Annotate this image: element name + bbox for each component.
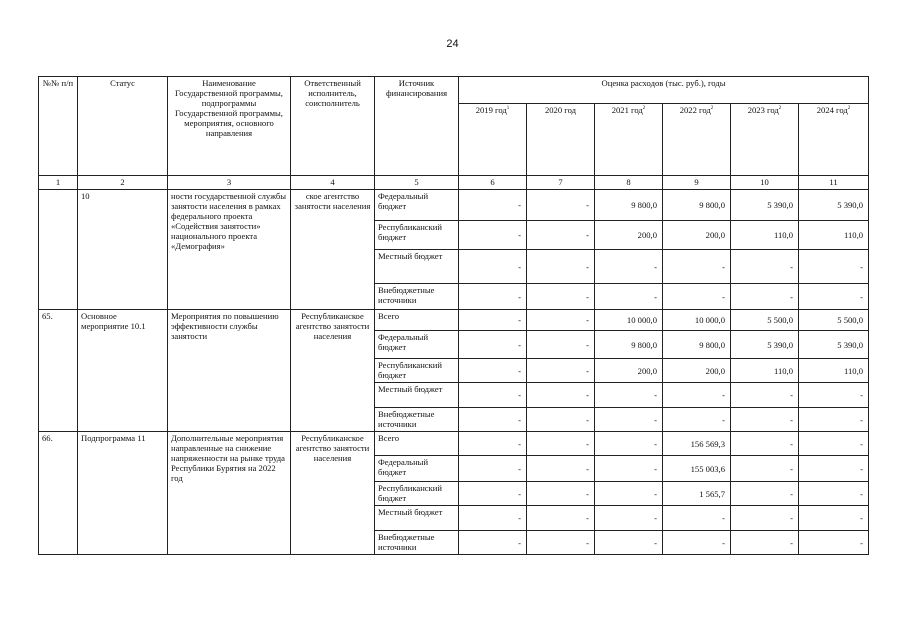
value-cell: - xyxy=(663,506,731,531)
row-number: 65. xyxy=(39,310,78,432)
value-cell: - xyxy=(799,482,869,506)
header-year-3: 2022 год$^2$ xyxy=(663,104,731,176)
value-cell: 110,0 xyxy=(731,221,799,250)
row-number: 66. xyxy=(39,432,78,555)
header-col-name: Наименование Государственной программы, подпрограммы Государственной программы, мероприятия, основного направления xyxy=(168,77,291,176)
value-cell: - xyxy=(799,250,869,284)
value-cell: - xyxy=(595,432,663,456)
value-cell: - xyxy=(731,432,799,456)
funding-source: Внебюджетные источники xyxy=(375,284,459,310)
value-cell: - xyxy=(459,284,527,310)
header-estimate: Оценка расходов (тыс. руб.), годы xyxy=(459,77,869,104)
value-cell: - xyxy=(459,190,527,221)
value-cell: - xyxy=(595,506,663,531)
value-cell: 200,0 xyxy=(595,221,663,250)
value-cell: - xyxy=(731,482,799,506)
value-cell: - xyxy=(527,190,595,221)
value-cell: - xyxy=(595,531,663,555)
value-cell: 5 390,0 xyxy=(731,190,799,221)
column-number-1: 1 xyxy=(39,176,78,190)
row-executor: ское агентство занятости населения xyxy=(291,190,375,310)
header-year-0: 2019 год$^1$ xyxy=(459,104,527,176)
column-number-11: 11 xyxy=(799,176,869,190)
value-cell: - xyxy=(731,456,799,482)
value-cell: 110,0 xyxy=(799,221,869,250)
funding-source: Республиканский бюджет xyxy=(375,359,459,383)
row-name: Дополнительные мероприятия направленные на снижение напряженности на рынке труда Республики Бурятия на 2022 год xyxy=(168,432,291,555)
value-cell: 200,0 xyxy=(595,359,663,383)
footnote-mark: 1 xyxy=(506,106,510,112)
header-year-4: 2023 год$^2$ xyxy=(731,104,799,176)
value-cell: 9 800,0 xyxy=(663,331,731,359)
column-number-9: 9 xyxy=(663,176,731,190)
value-cell: - xyxy=(459,432,527,456)
value-cell: - xyxy=(527,359,595,383)
value-cell: - xyxy=(799,383,869,408)
value-cell: 200,0 xyxy=(663,221,731,250)
value-cell: - xyxy=(799,531,869,555)
column-number-5: 5 xyxy=(375,176,459,190)
footnote-mark: 2 xyxy=(847,106,851,112)
footnote-mark: 2 xyxy=(710,106,714,112)
value-cell: - xyxy=(527,506,595,531)
value-cell: 1 565,7 xyxy=(663,482,731,506)
header-year-5: 2024 год$^2$ xyxy=(799,104,869,176)
value-cell: - xyxy=(459,310,527,331)
value-cell: - xyxy=(527,310,595,331)
value-cell: - xyxy=(527,432,595,456)
value-cell: - xyxy=(527,531,595,555)
funding-source: Внебюджетные источники xyxy=(375,531,459,555)
header-col-number: №№ п/п xyxy=(39,77,78,176)
value-cell: - xyxy=(595,250,663,284)
value-cell: - xyxy=(731,531,799,555)
value-cell: 5 500,0 xyxy=(731,310,799,331)
value-cell: - xyxy=(459,482,527,506)
value-cell: 110,0 xyxy=(799,359,869,383)
value-cell: - xyxy=(799,456,869,482)
row-status: Подпрограмма 11 xyxy=(78,432,168,555)
value-cell: - xyxy=(527,331,595,359)
value-cell: 5 390,0 xyxy=(731,331,799,359)
value-cell: - xyxy=(459,531,527,555)
value-cell: - xyxy=(731,383,799,408)
value-cell: - xyxy=(663,408,731,432)
row-executor: Республиканское агентство занятости населения xyxy=(291,310,375,432)
value-cell: - xyxy=(595,482,663,506)
value-cell: 155 003,6 xyxy=(663,456,731,482)
funding-source: Федеральный бюджет xyxy=(375,190,459,221)
value-cell: - xyxy=(663,284,731,310)
row-executor: Республиканское агентство занятости населения xyxy=(291,432,375,555)
table-row xyxy=(39,432,869,456)
value-cell: - xyxy=(459,331,527,359)
value-cell: - xyxy=(731,284,799,310)
column-number-7: 7 xyxy=(527,176,595,190)
funding-source: Республиканский бюджет xyxy=(375,221,459,250)
footnote-mark: 2 xyxy=(642,106,646,112)
header-col-status: Статус xyxy=(78,77,168,176)
table-row xyxy=(39,310,869,331)
value-cell: - xyxy=(459,408,527,432)
column-number-10: 10 xyxy=(731,176,799,190)
header-year-2: 2021 год$^2$ xyxy=(595,104,663,176)
funding-source: Всего xyxy=(375,432,459,456)
value-cell: - xyxy=(527,456,595,482)
value-cell: - xyxy=(459,250,527,284)
header-col-source: Источник финансирования xyxy=(375,77,459,176)
value-cell: - xyxy=(663,250,731,284)
value-cell: 9 800,0 xyxy=(663,190,731,221)
funding-source: Федеральный бюджет xyxy=(375,456,459,482)
funding-source: Республиканский бюджет xyxy=(375,482,459,506)
header-year-1: 2020 год xyxy=(527,104,595,176)
value-cell: - xyxy=(527,482,595,506)
value-cell: - xyxy=(527,284,595,310)
column-number-2: 2 xyxy=(78,176,168,190)
value-cell: - xyxy=(799,284,869,310)
column-number-3: 3 xyxy=(168,176,291,190)
value-cell: 156 569,3 xyxy=(663,432,731,456)
value-cell: - xyxy=(799,506,869,531)
row-status: 10 xyxy=(78,190,168,310)
value-cell: 10 000,0 xyxy=(663,310,731,331)
value-cell: - xyxy=(731,506,799,531)
value-cell: - xyxy=(799,408,869,432)
value-cell: - xyxy=(663,531,731,555)
column-number-6: 6 xyxy=(459,176,527,190)
value-cell: 110,0 xyxy=(731,359,799,383)
value-cell: 5 500,0 xyxy=(799,310,869,331)
value-cell: - xyxy=(459,383,527,408)
row-name: ности государственной службы занятости населения в рамках федерального проекта «Содействия занятости» национального проекта «Демография» xyxy=(168,190,291,310)
value-cell: 5 390,0 xyxy=(799,331,869,359)
column-number-8: 8 xyxy=(595,176,663,190)
funding-source: Местный бюджет xyxy=(375,250,459,284)
budget-table xyxy=(38,76,869,555)
value-cell: - xyxy=(595,456,663,482)
value-cell: - xyxy=(731,408,799,432)
row-number xyxy=(39,190,78,310)
value-cell: - xyxy=(595,284,663,310)
value-cell: - xyxy=(459,456,527,482)
funding-source: Федеральный бюджет xyxy=(375,331,459,359)
value-cell: - xyxy=(799,432,869,456)
value-cell: - xyxy=(459,359,527,383)
value-cell: - xyxy=(663,383,731,408)
funding-source: Всего xyxy=(375,310,459,331)
row-status: Основное мероприятие 10.1 xyxy=(78,310,168,432)
value-cell: - xyxy=(527,383,595,408)
footnote-mark: 2 xyxy=(778,106,782,112)
value-cell: - xyxy=(459,506,527,531)
value-cell: - xyxy=(459,221,527,250)
table-row xyxy=(39,190,869,221)
value-cell: - xyxy=(731,250,799,284)
value-cell: 10 000,0 xyxy=(595,310,663,331)
value-cell: 9 800,0 xyxy=(595,190,663,221)
value-cell: - xyxy=(595,408,663,432)
funding-source: Местный бюджет xyxy=(375,383,459,408)
value-cell: - xyxy=(527,221,595,250)
value-cell: - xyxy=(595,383,663,408)
row-name: Мероприятия по повышению эффективности службы занятости xyxy=(168,310,291,432)
funding-source: Местный бюджет xyxy=(375,506,459,531)
value-cell: 9 800,0 xyxy=(595,331,663,359)
header-col-executor: Ответственный исполнитель, соисполнитель xyxy=(291,77,375,176)
column-number-4: 4 xyxy=(291,176,375,190)
value-cell: 5 390,0 xyxy=(799,190,869,221)
value-cell: - xyxy=(527,250,595,284)
funding-source: Внебюджетные источники xyxy=(375,408,459,432)
value-cell: 200,0 xyxy=(663,359,731,383)
value-cell: - xyxy=(527,408,595,432)
page-number: 24 xyxy=(446,38,459,50)
